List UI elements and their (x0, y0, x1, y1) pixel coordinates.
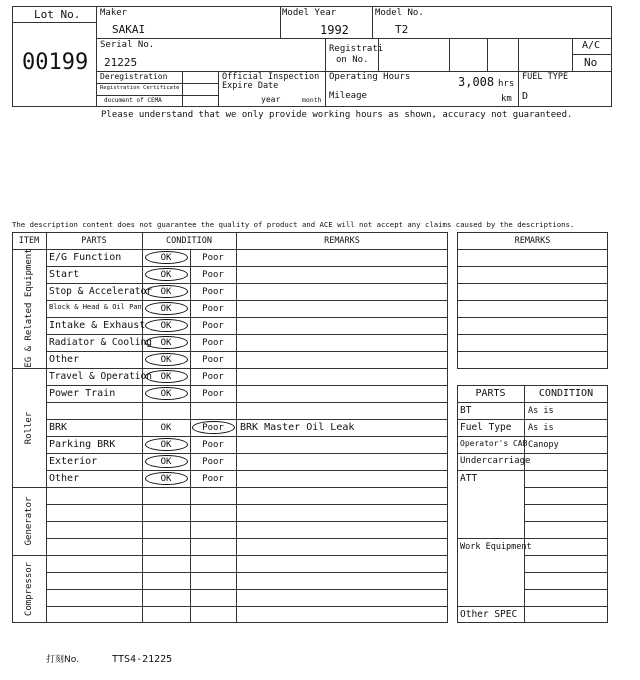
remark-text: BRK Master Oil Leak (240, 422, 355, 433)
condition-selected-circle (145, 387, 188, 400)
condition-selected-circle (145, 438, 188, 451)
condition-poor-option: Poor (202, 423, 224, 433)
maker-label: Maker (100, 8, 128, 18)
ac-value: No (584, 56, 598, 69)
stamp-number: TTS4-21225 (112, 654, 173, 665)
condition-ok-option: OK (160, 423, 172, 433)
model-year-value: 1992 (320, 23, 349, 37)
side-part-undercarriage: Undercarriage (460, 456, 531, 466)
condition-selected-circle (145, 268, 188, 281)
lot-number: 00199 (22, 50, 89, 75)
condition-poor-option: Poor (202, 321, 224, 331)
model-no-value: T2 (395, 23, 409, 36)
model-year-label: Model Year (282, 8, 337, 18)
condition-poor-option: Poor (202, 253, 224, 263)
hours-notice: Please understand that we only provide working hours as shown, accuracy not guaranteed. (101, 110, 573, 120)
condition-ok-option: OK (160, 355, 172, 365)
section-label-eg: EG & Related Equipment (24, 248, 34, 368)
ac-label: A/C (582, 40, 601, 51)
description-notice: The description content does not guarantee the quality of product and ACE will not accept any claims caused by the descriptions. (12, 220, 575, 229)
condition-ok-option: OK (160, 287, 172, 297)
deregistration-label: Deregistration (100, 72, 168, 81)
side-condition-fuel-type: As is (528, 423, 554, 433)
side-part-work-equipment: Work Equipment (460, 542, 532, 552)
part-label: Intake & Exhaust (49, 320, 146, 331)
section-label-generator: Generator (24, 496, 34, 546)
stamp-label: 打刻No. (46, 655, 79, 665)
condition-ok-option: OK (160, 253, 172, 263)
part-label: E/G Function (49, 252, 122, 263)
condition-selected-circle (192, 421, 235, 434)
condition-selected-circle (145, 472, 188, 485)
condition-selected-circle (145, 370, 188, 383)
official-inspection-label: Official Inspection (222, 72, 320, 82)
fuel-type-label: FUEL TYPE (522, 72, 569, 82)
condition-poor-option: Poor (202, 440, 224, 450)
part-label: Travel & Operation (49, 371, 152, 382)
registration-label-2: on No. (336, 55, 369, 65)
part-label: Other (49, 473, 80, 484)
hrs-label: hrs (498, 79, 515, 89)
condition-poor-option: Poor (202, 372, 224, 382)
operating-hours-label: Operating Hours (329, 72, 411, 82)
condition-poor-option: Poor (202, 457, 224, 467)
column-header-parts: PARTS (81, 236, 107, 246)
condition-ok-option: OK (160, 440, 172, 450)
part-label: BRK (49, 422, 68, 433)
part-label: Exterior (49, 456, 98, 467)
condition-selected-circle (145, 353, 188, 366)
condition-poor-option: Poor (202, 338, 224, 348)
part-label: Radiator & Cooling (49, 337, 152, 348)
fuel-type-value: D (522, 91, 529, 102)
section-label-compressor: Compressor (24, 561, 34, 617)
condition-poor-option: Poor (202, 389, 224, 399)
lot-label: Lot No. (34, 8, 81, 21)
side-part-other-spec: Other SPEC (460, 609, 518, 620)
model-no-label: Model No. (375, 8, 424, 18)
condition-poor-option: Poor (202, 474, 224, 484)
expire-date-label: Expire Date (222, 81, 279, 91)
part-label: Block & Head & Oil Pan (49, 303, 142, 311)
side-condition-bt: As is (528, 406, 554, 416)
condition-ok-option: OK (160, 457, 172, 467)
condition-selected-circle (145, 455, 188, 468)
condition-selected-circle (145, 285, 188, 298)
condition-poor-option: Poor (202, 304, 224, 314)
condition-selected-circle (145, 251, 188, 264)
column-header-remarks: REMARKS (324, 236, 360, 246)
side-column-parts: PARTS (475, 388, 506, 399)
column-header-condition: CONDITION (165, 236, 213, 246)
part-label: Start (49, 269, 80, 280)
part-label: Power Train (49, 388, 116, 399)
side-part-fuel-type: Fuel Type (460, 422, 512, 433)
condition-ok-option: OK (160, 474, 172, 484)
side-column-condition: CONDITION (538, 388, 594, 399)
document-cema-label: document of CEMA (104, 97, 162, 104)
serial-label: Serial No. (100, 40, 155, 50)
operating-hours-value: 3,008 (458, 75, 495, 89)
km-label: km (501, 94, 512, 104)
condition-ok-option: OK (160, 304, 172, 314)
condition-ok-option: OK (160, 321, 172, 331)
remarks-table-title: REMARKS (514, 236, 551, 246)
condition-selected-circle (145, 319, 188, 332)
year-label: year (261, 95, 281, 104)
condition-ok-option: OK (160, 389, 172, 399)
registration-label-1: Registrati (329, 44, 384, 54)
side-part-bt: BT (460, 405, 472, 416)
column-header-item: ITEM (18, 236, 40, 246)
month-label: month (302, 96, 322, 104)
condition-poor-option: Poor (202, 270, 224, 280)
part-label: Parking BRK (49, 439, 116, 450)
condition-selected-circle (145, 336, 188, 349)
part-label: Stop & Accelerator (49, 286, 152, 297)
section-label-roller: Roller (24, 411, 34, 445)
side-condition-operator-cab: Canopy (528, 440, 559, 450)
condition-poor-option: Poor (202, 287, 224, 297)
condition-selected-circle (145, 302, 188, 315)
part-label: Other (49, 354, 80, 365)
side-part-operator-cab: Operator's CAB (460, 439, 528, 448)
condition-ok-option: OK (160, 372, 172, 382)
side-part-att: ATT (460, 473, 478, 484)
condition-ok-option: OK (160, 338, 172, 348)
condition-ok-option: OK (160, 270, 172, 280)
serial-value: 21225 (104, 56, 138, 69)
condition-poor-option: Poor (202, 355, 224, 365)
maker-value: SAKAI (112, 23, 146, 36)
registration-certificate-label: Registration Certificate (100, 85, 180, 91)
mileage-label: Mileage (329, 91, 367, 101)
